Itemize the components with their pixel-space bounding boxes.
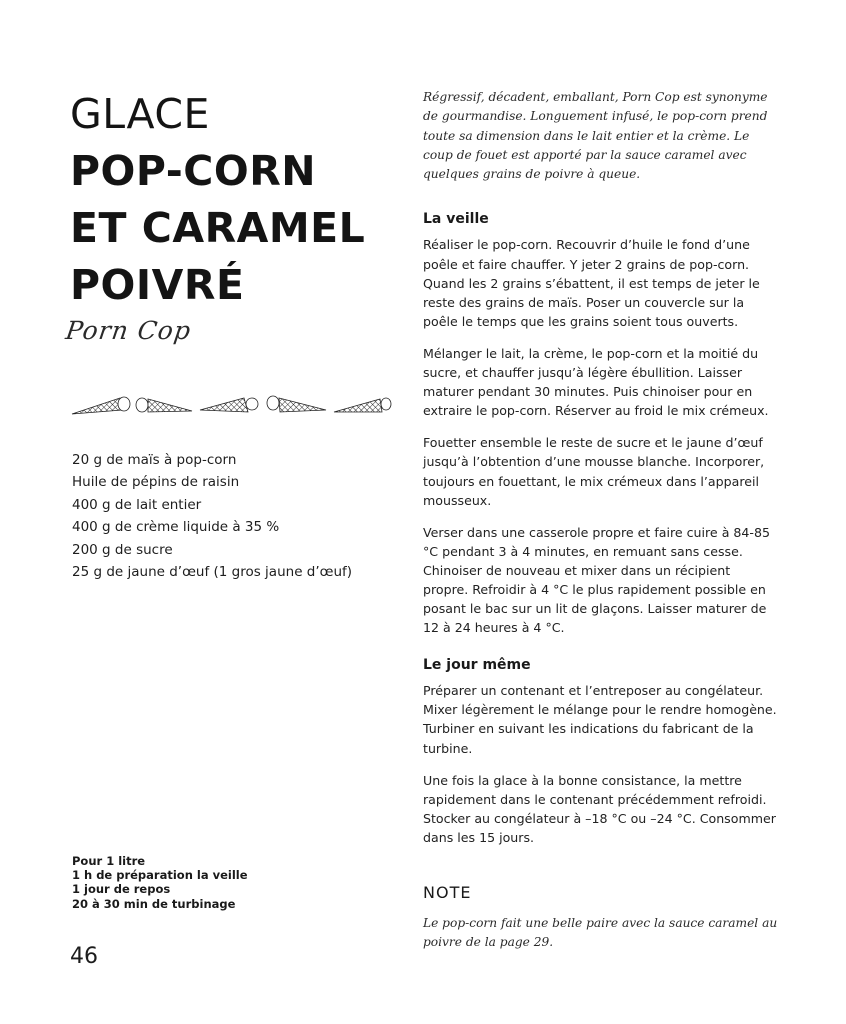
meta-item: 20 à 30 min de turbinage (72, 896, 236, 911)
intro-text: Régressif, décadent, emballant, Porn Cop est synonyme de gourmandise. Longuement infusé, le pop-corn prend toute sa dimension dans le lait entier et la crème. Le coup de fouet est apporté par la sauce caramel avec quelques grains de poivre à queue. (423, 90, 768, 182)
recipe-title (70, 86, 365, 314)
recipe-meta (72, 854, 248, 911)
meta-item: 1 jour de repos (72, 882, 171, 897)
note-title: NOTE (423, 883, 472, 903)
paragraph: Fouetter ensemble le reste de sucre et le jaune d’œuf jusqu’à l’obtention d’une mousse blanche. Incorporer, toujours en fouettant, le mix crémeux dans l’appareil mousseux. (423, 435, 765, 508)
ingredient-item: 20 g de maïs à pop-corn (72, 452, 237, 468)
ingredient-item: 25 g de jaune d’œuf (1 gros jaune d’œuf) (72, 564, 353, 581)
title-line: POIVRÉ (70, 261, 245, 309)
cone-icon (334, 398, 391, 412)
paragraph: Une fois la glace à la bonne consistance, la mettre rapidement dans le contenant précédemment refroidi. Stocker au congélateur à –18 °C ou –24 °C. Consommer dans les 15 jours. (423, 772, 776, 845)
page-number: 46 (70, 944, 98, 969)
meta-item: Pour 1 litre (72, 854, 146, 868)
cone-icon (72, 397, 130, 414)
recipe-instructions (423, 88, 779, 952)
paragraph: Verser dans une casserole propre et faire cuire à 84-85 °C pendant 3 à 4 minutes, en remuant sans cesse. Chinoiser de nouveau et mixer dans un récipient propre. Refroidir à 4 °C le plus rapidement possible en posant le bac sur un lit de glaçons. Laisser maturer de 12 à 24 heures à 4 °C. (423, 524, 771, 636)
ice-cream-cones-illustration (70, 390, 406, 420)
section-title: La veille (423, 211, 489, 228)
recipe-subtitle: Porn Cop (63, 316, 194, 345)
ingredient-item: 400 g de lait entier (72, 496, 202, 513)
paragraph: Mélanger le lait, la crème, le pop-corn et la moitié du sucre, et chauffer jusqu’à légère ébullition. Laisser maturer pendant 30 minutes. Puis chinoiser pour en extraire le pop-corn. Réserver au froid le mix crémeux. (423, 345, 769, 419)
ingredient-item: Huile de pépins de raisin (72, 474, 240, 491)
meta-item: 1 h de préparation la veille (72, 868, 248, 883)
title-line: ET CARAMEL (70, 204, 366, 252)
ingredient-item: 400 g de crème liquide à 35 % (72, 519, 280, 536)
cone-icon (267, 396, 326, 412)
title-line: POP-CORN (70, 147, 317, 195)
cone-icon (136, 398, 192, 412)
paragraph: Préparer un contenant et l’entreposer au congélateur. Mixer légèrement le mélange pour le rendre homogène. Turbiner en suivant les indications du fabricant de la turbine. (423, 683, 777, 756)
cone-icon (200, 398, 258, 412)
paragraph: Réaliser le pop-corn. Recouvrir d’huile le fond d’une poêle et faire chauffer. Y jeter 2 grains de pop-corn. Quand les 2 grains s’ébattent, il est temps de jeter le reste des grains de maïs. Poser un couvercle sur la poêle le temps que les grains soient tous ouverts. (423, 237, 760, 329)
note-text: Le pop-corn fait une belle paire avec la sauce caramel au poivre de la page 29. (423, 916, 778, 950)
title-line: GLACE (70, 90, 210, 138)
ingredient-item: 200 g de sucre (72, 541, 173, 558)
section-title: Le jour même (423, 657, 531, 674)
ingredient-list (72, 449, 352, 583)
